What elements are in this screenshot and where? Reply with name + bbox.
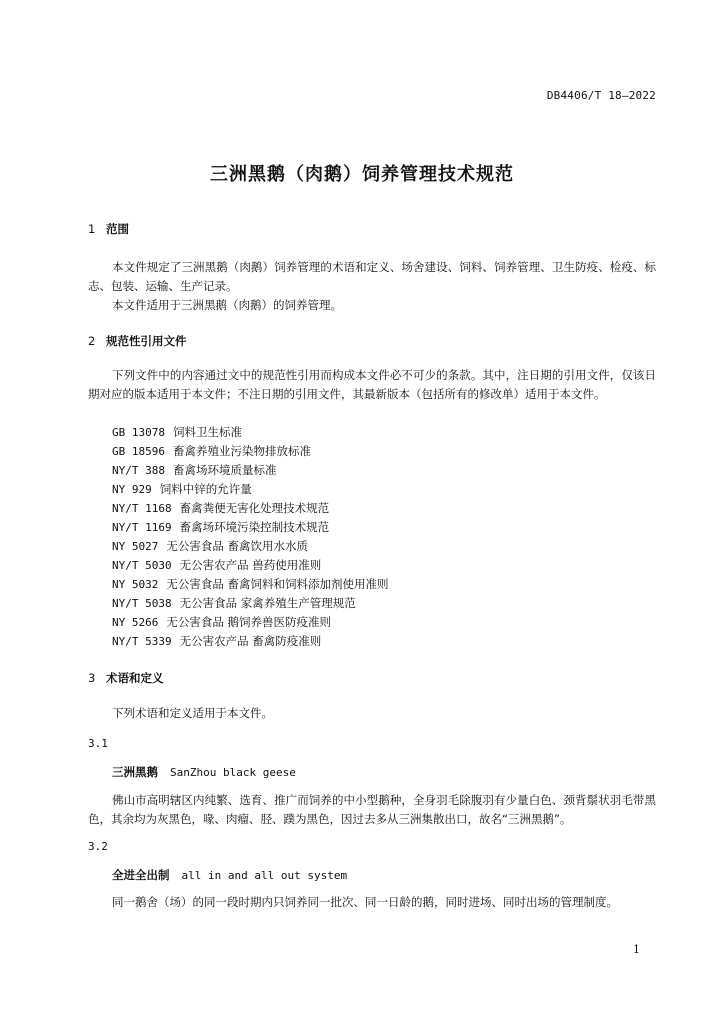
term-entry: [112, 867, 347, 883]
reference-item: [112, 518, 329, 537]
reference-code: NY/T 1168: [112, 502, 172, 515]
reference-item: [112, 632, 321, 651]
scope-paragraph-1: 本文件规定了三洲黑鹅（肉鹅）饲养管理的术语和定义、场舍建设、饲料、饲养管理、卫生防疫、检疫、标志、包装、运输、生产记录。: [88, 260, 656, 293]
reference-item: [112, 461, 276, 480]
reference-title: 饲料中锌的允许量: [159, 482, 252, 496]
term-entry: [112, 764, 296, 780]
reference-code: GB 13078: [112, 426, 165, 439]
term-name-en: SanZhou black geese: [170, 766, 296, 779]
section-heading-scope: [88, 221, 129, 237]
term-number: 3.1: [88, 737, 108, 750]
section-heading-normative: [88, 333, 187, 349]
term-name-en: all in and all out system: [181, 869, 348, 882]
reference-title: 畜禽场环境污染控制技术规范: [179, 520, 330, 534]
reference-title: 无公害农产品 兽药使用准则: [179, 558, 322, 572]
reference-item: [112, 442, 311, 461]
reference-title: 无公害农产品 畜禽防疫准则: [179, 634, 322, 648]
reference-item: [112, 613, 331, 632]
section-number: 1: [88, 222, 96, 236]
term-definition: 同一鹅舍（场）的同一段时期内只饲养同一批次、同一日龄的鹅，同时进场、同时出场的管理制度。: [112, 895, 618, 909]
reference-title: 无公害食品 畜禽饲料和饲料添加剂使用准则: [166, 577, 389, 591]
reference-code: NY 5032: [112, 578, 159, 591]
term-name: 全进全出制: [112, 868, 170, 882]
term-name: 三洲黑鹅: [112, 765, 158, 779]
reference-item: [112, 480, 252, 499]
reference-title: 饲料卫生标准: [172, 425, 242, 439]
section-number: 3: [88, 671, 96, 685]
reference-code: NY/T 1169: [112, 521, 172, 534]
reference-code: NY/T 5038: [112, 597, 172, 610]
reference-code: NY/T 388: [112, 464, 165, 477]
reference-code: NY 5027: [112, 540, 159, 553]
reference-code: NY 929: [112, 483, 152, 496]
section-title: 规范性引用文件: [106, 334, 187, 348]
reference-code: NY 5266: [112, 616, 159, 629]
reference-code: NY/T 5339: [112, 635, 172, 648]
reference-title: 无公害食品 鹅饲养兽医防疫准则: [166, 615, 332, 629]
reference-title: 畜禽养殖业污染物排放标准: [172, 444, 311, 458]
term-number: 3.2: [88, 840, 108, 853]
reference-item: [112, 575, 389, 594]
reference-title: 无公害食品 家禽养殖生产管理规范: [179, 596, 356, 610]
document-number: DB4406/T 18—2022: [546, 89, 656, 102]
term-definition: 佛山市高明辖区内纯繁、选育、推广而饲养的中小型鹅种，全身羽毛除腹羽有少量白色、颈背鬃状羽毛带黑色，其余均为灰黑色，喙、肉瘤、胫、蹼为黑色，因过去多从三洲集散出口，故名“三洲黑鹅”。: [88, 793, 656, 826]
reference-item: [112, 499, 329, 518]
reference-code: GB 18596: [112, 445, 165, 458]
terms-intro: 下列术语和定义适用于本文件。: [112, 706, 273, 720]
reference-title: 无公害食品 畜禽饮用水水质: [166, 539, 309, 553]
section-number: 2: [88, 334, 96, 348]
reference-code: NY/T 5030: [112, 559, 172, 572]
reference-item: [112, 556, 321, 575]
section-title: 术语和定义: [106, 671, 164, 685]
reference-item: [112, 423, 242, 442]
reference-title: 畜禽粪便无害化处理技术规范: [179, 501, 330, 515]
section-heading-terms: [88, 670, 164, 686]
reference-item: [112, 537, 308, 556]
scope-paragraph-2: 本文件适用于三洲黑鹅（肉鹅）的饲养管理。: [112, 298, 342, 312]
section-title: 范围: [106, 222, 129, 236]
reference-title: 畜禽场环境质量标准: [172, 463, 277, 477]
page-number: 1: [633, 943, 640, 956]
document-title: 三洲黑鹅（肉鹅）饲养管理技术规范: [210, 164, 514, 185]
reference-item: [112, 594, 356, 613]
normative-intro: 下列文件中的内容通过文中的规范性引用而构成本文件必不可少的条款。其中，注日期的引用文件，仅该日期对应的版本适用于本文件；不注日期的引用文件，其最新版本（包括所有的修改单）适用于本文件。: [88, 368, 656, 401]
